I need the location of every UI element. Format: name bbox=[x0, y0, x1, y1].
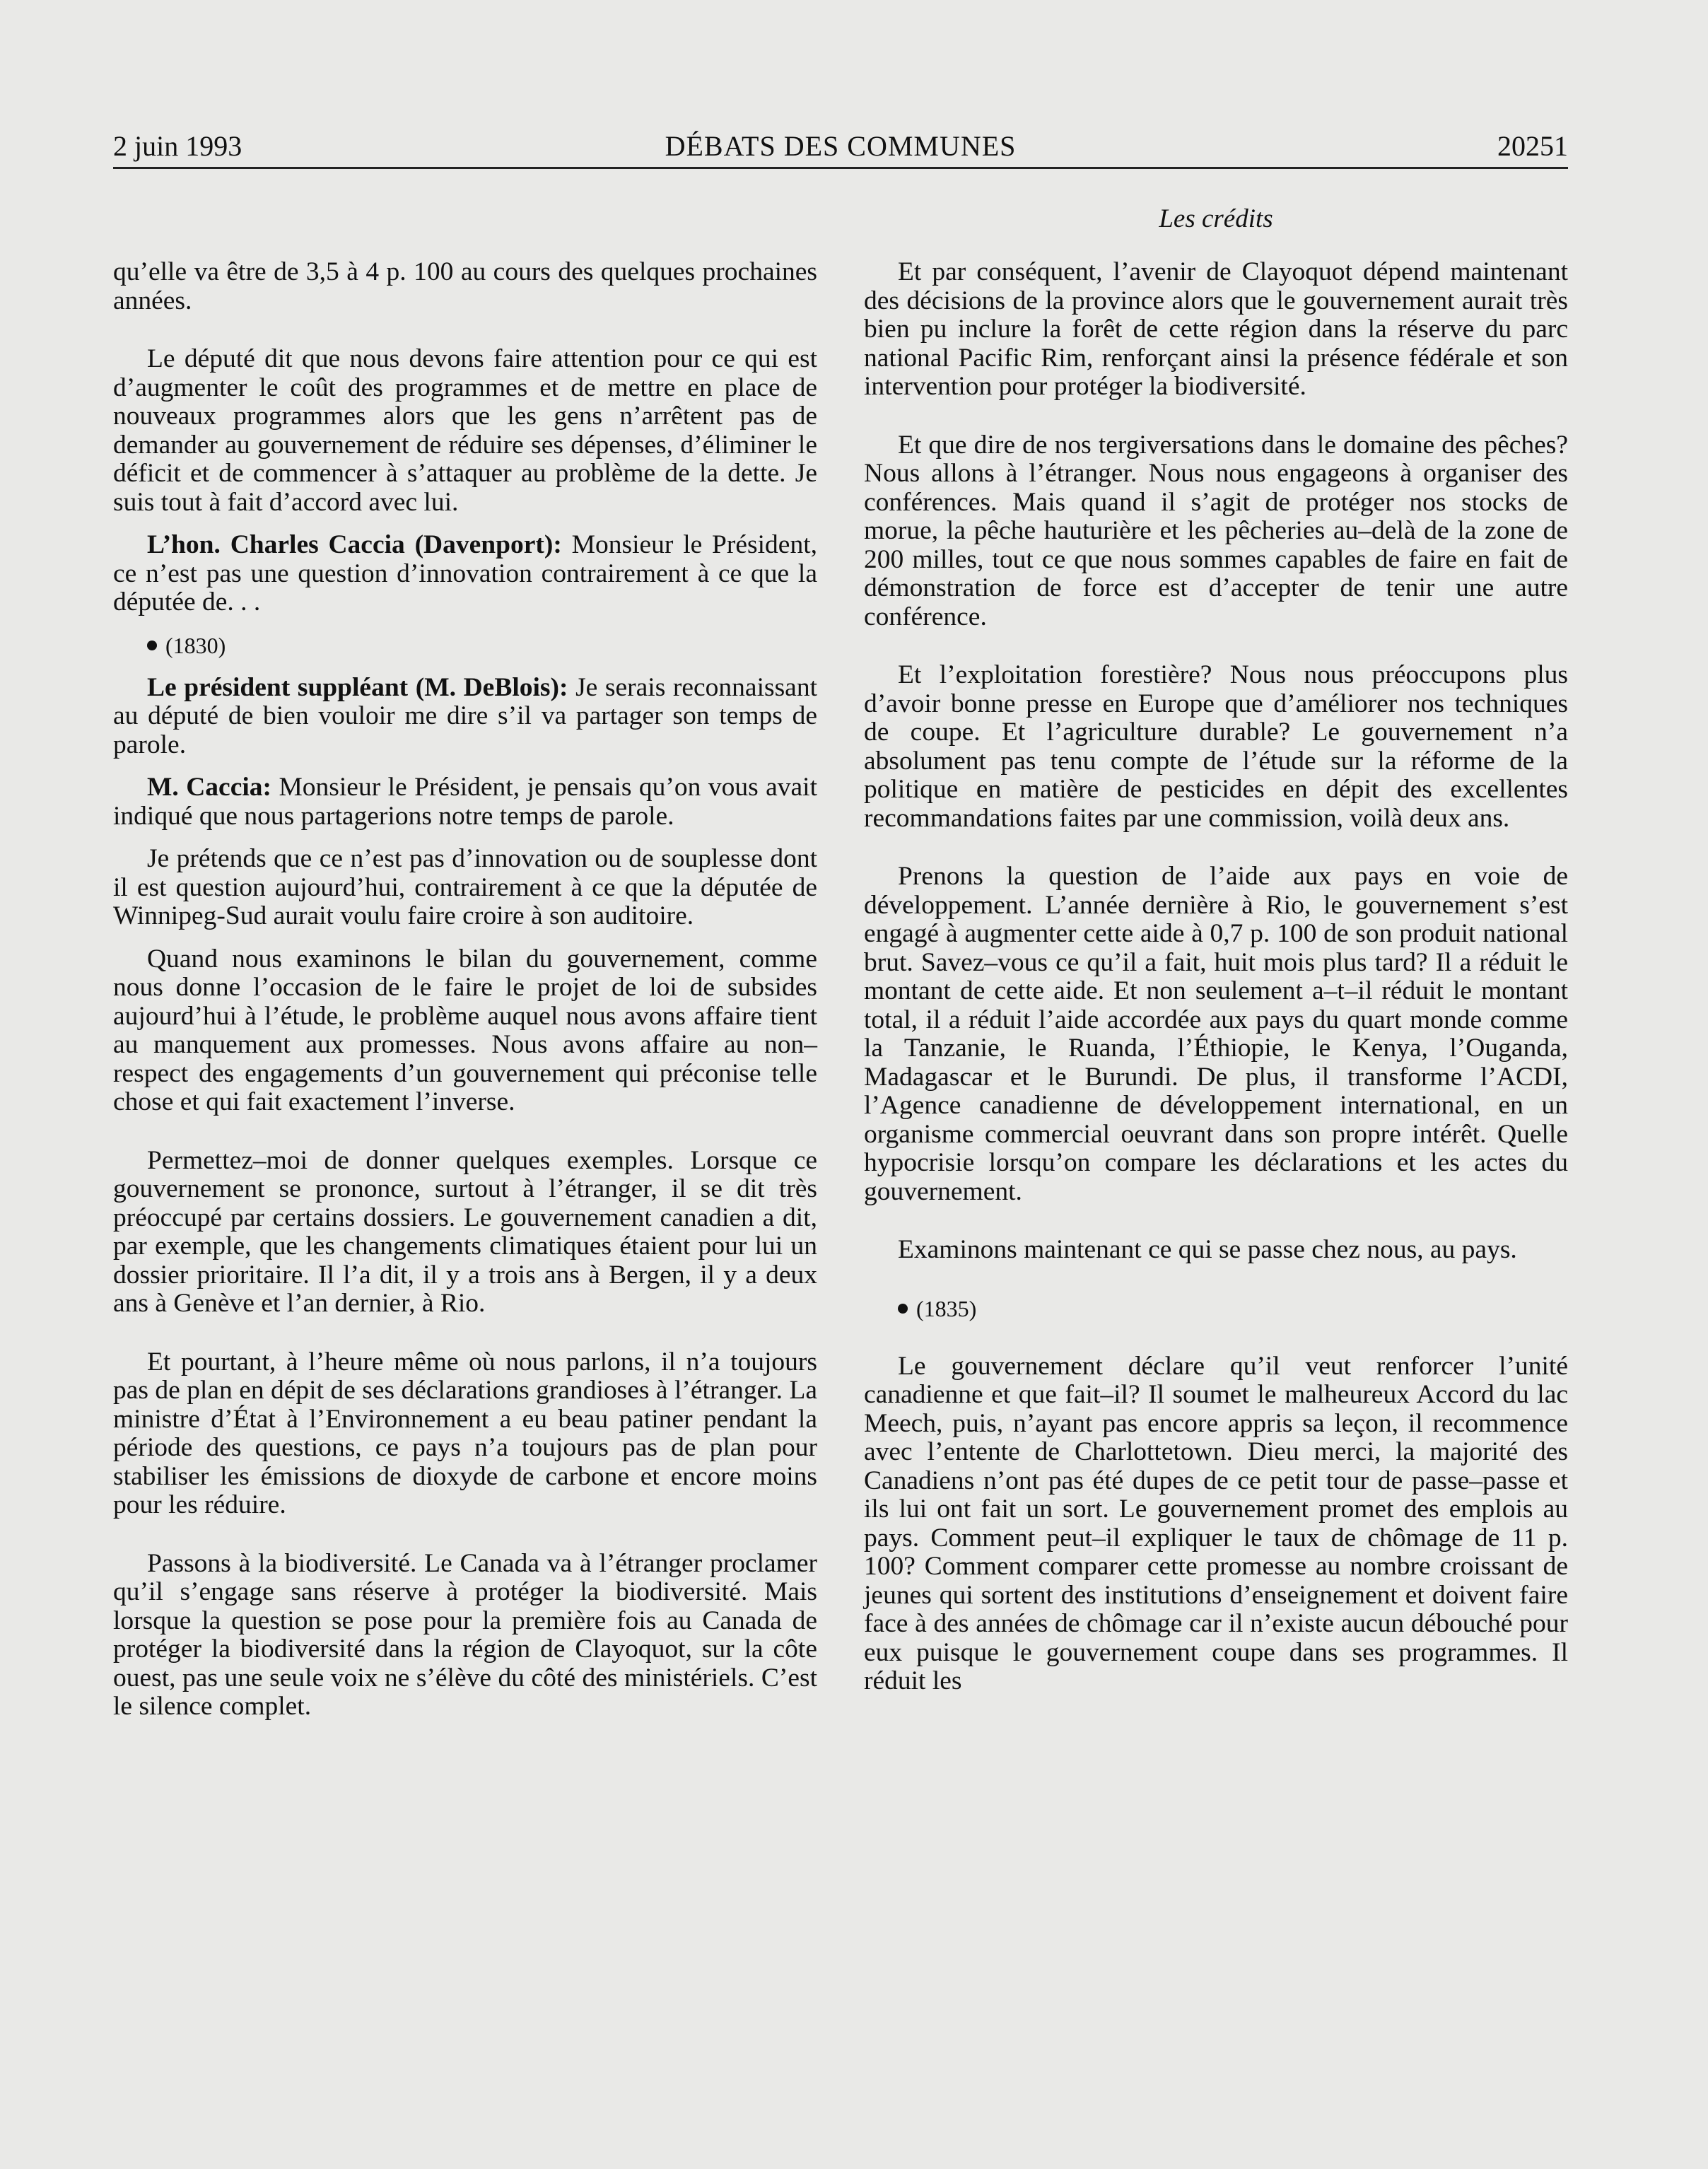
speaker-name: L’hon. Charles Caccia (Davenport): bbox=[147, 530, 562, 559]
paragraph: Passons à la biodiversité. Le Canada va à l’étranger proclamer qu’il s’engage sans réserve à protéger la biodiversité. Mais lorsque la question se pose pour la première fois au Canada de protéger la biodiversité dans la région de Clayoquot, sur la côte ouest, pas une seule voix ne s’élève du côté des ministériels. C’est le silence complet. bbox=[113, 1548, 817, 1721]
paragraph: Je prétends que ce n’est pas d’innovation ou de souplesse dont il est question aujourd’hui, contrairement à ce que la députée de Winnipeg-Sud aurait voulu faire croire à son auditoire. bbox=[113, 844, 817, 930]
speaker-name: M. Caccia: bbox=[147, 773, 271, 802]
bullet-icon bbox=[898, 1304, 908, 1314]
header-title: DÉBATS DES COMMUNES bbox=[665, 130, 1017, 162]
timestamp-text: (1835) bbox=[916, 1295, 977, 1321]
paragraph: Et par conséquent, l’avenir de Clayoquot dépend maintenant des décisions de la province alors que le gouvernement aurait très bien pu inclure la forêt de cette région dans la réserve du parc national Pacific Rim, renforçant ainsi la présence fédérale et son intervention pour protéger la biodiversité. bbox=[864, 257, 1568, 401]
timestamp bbox=[113, 631, 817, 660]
speech-paragraph bbox=[113, 773, 817, 831]
paragraph: qu’elle va être de 3,5 à 4 p. 100 au cours des quelques prochaines années. bbox=[113, 257, 817, 315]
header-rule bbox=[113, 167, 1568, 169]
paragraph: Le député dit que nous devons faire attention pour ce qui est d’augmenter le coût des programmes et de mettre en place de nouveaux programmes alors que les gens n’arrêtent pas de demander au gouvernement de réduire ses dépenses, d’éliminer le déficit et de commencer à s’attaquer au problème de la dette. Je suis tout à fait d’accord avec lui. bbox=[113, 344, 817, 517]
speech-text: Monsieur le Président, je pensais qu’on vous avait indiqué que nous partagerions notre temps de parole. bbox=[113, 773, 818, 831]
paragraph: Prenons la question de l’aide aux pays en voie de développement. L’année dernière à Rio, le gouvernement s’est engagé à augmenter cette aide à 0,7 p. 100 de son produit national brut. Savez–vous ce qu’il a fait, huit mois plus tard? Il a réduit le montant de cette aide. Et non seulement a–t–il réduit le montant total, il a réduit l’aide accordée aux pays du quart monde comme la Tanzanie, le Ruanda, l’Éthiopie, le Kenya, l’Ouganda, Madagascar et le Burundi. De plus, il transforme l’ACDI, l’Agence canadienne de développement international, en un organisme commercial oeuvrant dans son propre intérêt. Quelle hypocrisie lorsqu’on compare les déclarations et les actes du gouvernement. bbox=[864, 862, 1568, 1206]
speech-text: Monsieur le Président, ce n’est pas une question d’innovation contrairement à ce que la députée de. . . bbox=[113, 530, 817, 616]
section-heading: Les crédits bbox=[1159, 204, 1273, 233]
header-date: 2 juin 1993 bbox=[113, 130, 242, 162]
timestamp bbox=[864, 1294, 1568, 1323]
paragraph: Quand nous examinons le bilan du gouvernement, comme nous donne l’occasion de le faire le projet de loi de subsides aujourd’hui à l’étude, le problème auquel nous avons affaire tient au manquement aux promesses. Nous avons affaire au non–respect des engagements d’un gouvernement qui préconise telle chose et qui fait exactement l’inverse. bbox=[113, 944, 817, 1116]
speech-paragraph bbox=[113, 674, 817, 760]
page-header bbox=[113, 129, 1568, 164]
timestamp-text: (1830) bbox=[165, 632, 226, 658]
paragraph: Permettez–moi de donner quelques exemples. Lorsque ce gouvernement se prononce, surtout à l’étranger, il se dit très préoccupé par certains dossiers. Le gouvernement canadien a dit, par exemple, que les changements climatiques étaient pour lui un dossier prioritaire. Il l’a dit, il y a trois ans à Bergen, il y a deux ans à Genève et l’an dernier, à Rio. bbox=[113, 1145, 817, 1318]
speech-paragraph bbox=[113, 531, 817, 617]
right-column bbox=[864, 258, 1568, 1696]
paragraph: Et l’exploitation forestière? Nous nous préoccupons plus d’avoir bonne presse en Europe que d’améliorer nos techniques de coupe. Et l’agriculture durable? Le gouvernement n’a absolument pas tenu compte de l’étude sur la réforme de la politique en matière de pesticides en dépit des excellentes recommandations faites par une commission, voilà deux ans. bbox=[864, 660, 1568, 833]
header-page-number: 20251 bbox=[1497, 130, 1568, 162]
speech-text: Je serais reconnaissant au député de bien vouloir me dire s’il va partager son temps de parole. bbox=[113, 672, 817, 759]
left-column bbox=[113, 258, 817, 1721]
paragraph: Examinons maintenant ce qui se passe chez nous, au pays. bbox=[898, 1235, 1517, 1264]
paragraph: Le gouvernement déclare qu’il veut renforcer l’unité canadienne et que fait–il? Il soumet le malheureux Accord du lac Meech, puis, n’ayant pas encore appris sa leçon, il recommence avec l’entente de Charlottetown. Dieu merci, la majorité des Canadiens n’ont pas été dupes de ce petit tour de passe–passe et ils lui ont fait un sort. Le gouvernement promet des emplois au pays. Comment peut–il expliquer le taux de chômage de 11 p. 100? Comment comparer cette promesse au nombre croissant de jeunes qui sortent des institutions d’enseignement et doivent faire face à des années de chômage car il n’existe aucun débouché pour eux puisque le gouvernement coupe dans ses programmes. Il réduit les bbox=[864, 1351, 1568, 1695]
paragraph: Et pourtant, à l’heure même où nous parlons, il n’a toujours pas de plan en dépit de ses déclarations grandioses à l’étranger. La ministre d’État à l’Environnement a eu beau patiner pendant la période des questions, ce pays n’a toujours pas de plan pour stabiliser les émissions de dioxyde de carbone et encore moins pour les réduire. bbox=[113, 1347, 817, 1519]
paragraph: Et que dire de nos tergiversations dans le domaine des pêches? Nous allons à l’étranger. Nous nous engageons à organiser des conférences. Mais quand il s’agit de protéger nos stocks de morue, la pêche hauturière et les pêcheries au–delà de la zone de 200 milles, tout ce que nous sommes capables de faire en fait de démonstration de force est d’accepter de tenir une autre conférence. bbox=[864, 430, 1568, 631]
speaker-name: Le président suppléant (M. DeBlois): bbox=[147, 672, 568, 702]
bullet-icon bbox=[147, 641, 157, 650]
